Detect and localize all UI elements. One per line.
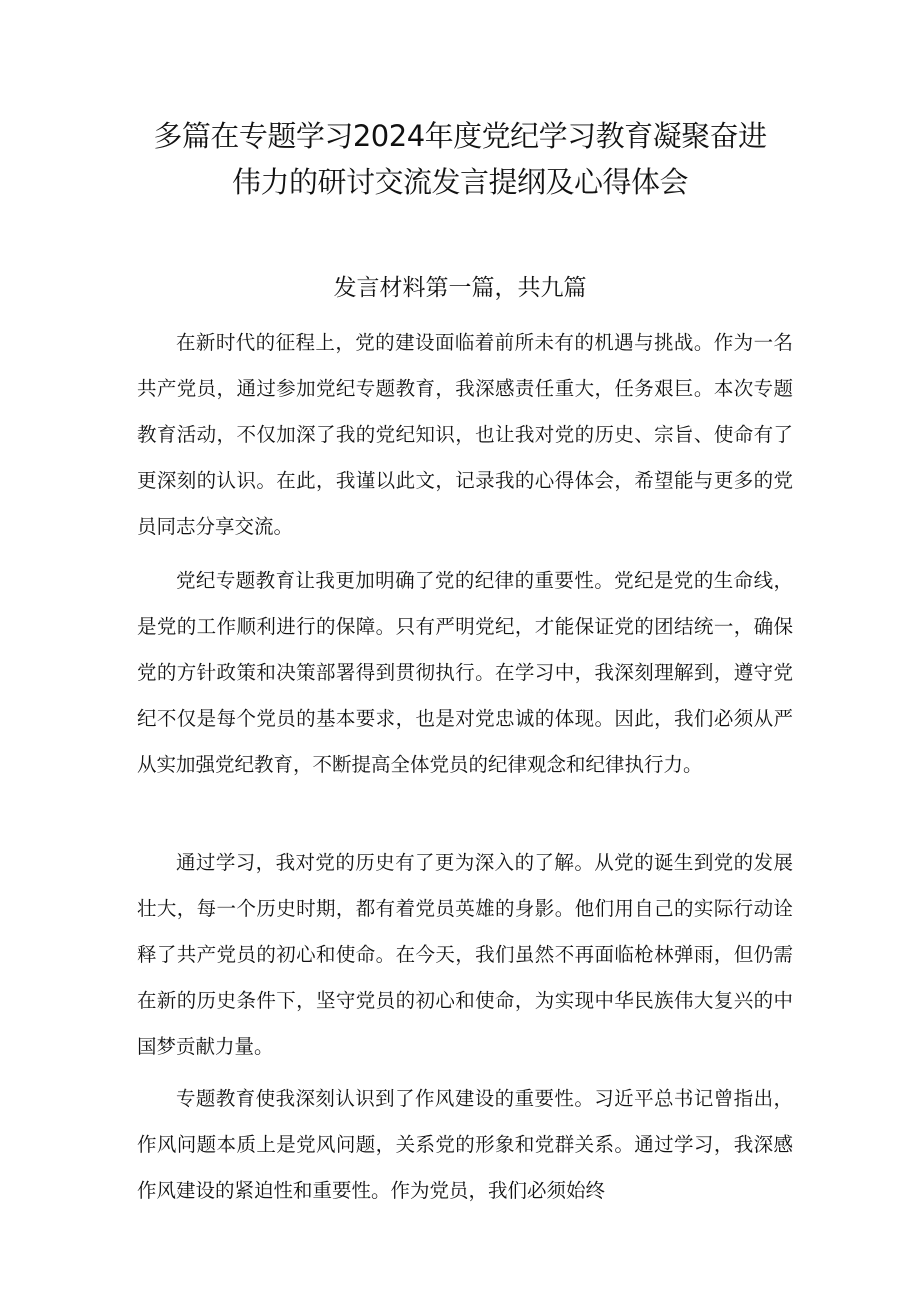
body-paragraph-2: 党纪专题教育让我更加明确了党的纪律的重要性。党纪是党的生命线，是党的工作顺利进行的保障。只有严明党纪，才能保证党的团结统一，确保党的方针政策和决策部署得到贯彻执行。在学习中，我深刻理解到，遵守党纪不仅是每个党员的基本要求，也是对党忠诚的体现。因此，我们必须从严从实加强党纪教育，不断提高全体党员的纪律观念和纪律执行力。 xyxy=(137,569,793,776)
body-paragraph-4: 专题教育使我深刻认识到了作风建设的重要性。习近平总书记曾指出，作风问题本质上是党风问题，关系党的形象和党群关系。通过学习，我深感作风建设的紧迫性和重要性。作为党员，我们必须始终 xyxy=(137,1087,793,1202)
body-paragraph-1: 在新时代的征程上，党的建设面临着前所未有的机遇与挑战。作为一名共产党员，通过参加党纪专题教育，我深感责任重大，任务艰巨。本次专题教育活动，不仅加深了我的党纪知识，也让我对党的历史、宗旨、使命有了更深刻的认识。在此，我谨以此文，记录我的心得体会，希望能与更多的党员同志分享交流。 xyxy=(137,331,793,538)
document-title-line-1: 多篇在专题学习2024年度党纪学习教育凝聚奋进 xyxy=(153,119,767,153)
section-heading: 发言材料第一篇，共九篇 xyxy=(333,275,587,301)
document-title-line-2: 伟力的研讨交流发言提纲及心得体会 xyxy=(231,165,688,199)
body-paragraph-3: 通过学习，我对党的历史有了更为深入的了解。从党的诞生到党的发展壮大，每一个历史时期，都有着党员英雄的身影。他们用自己的实际行动诠释了共产党员的初心和使命。在今天，我们虽然不再面临枪林弹雨，但仍需在新的历史条件下，坚守党员的初心和使命，为实现中华民族伟大复兴的中国梦贡献力量。 xyxy=(137,851,793,1058)
